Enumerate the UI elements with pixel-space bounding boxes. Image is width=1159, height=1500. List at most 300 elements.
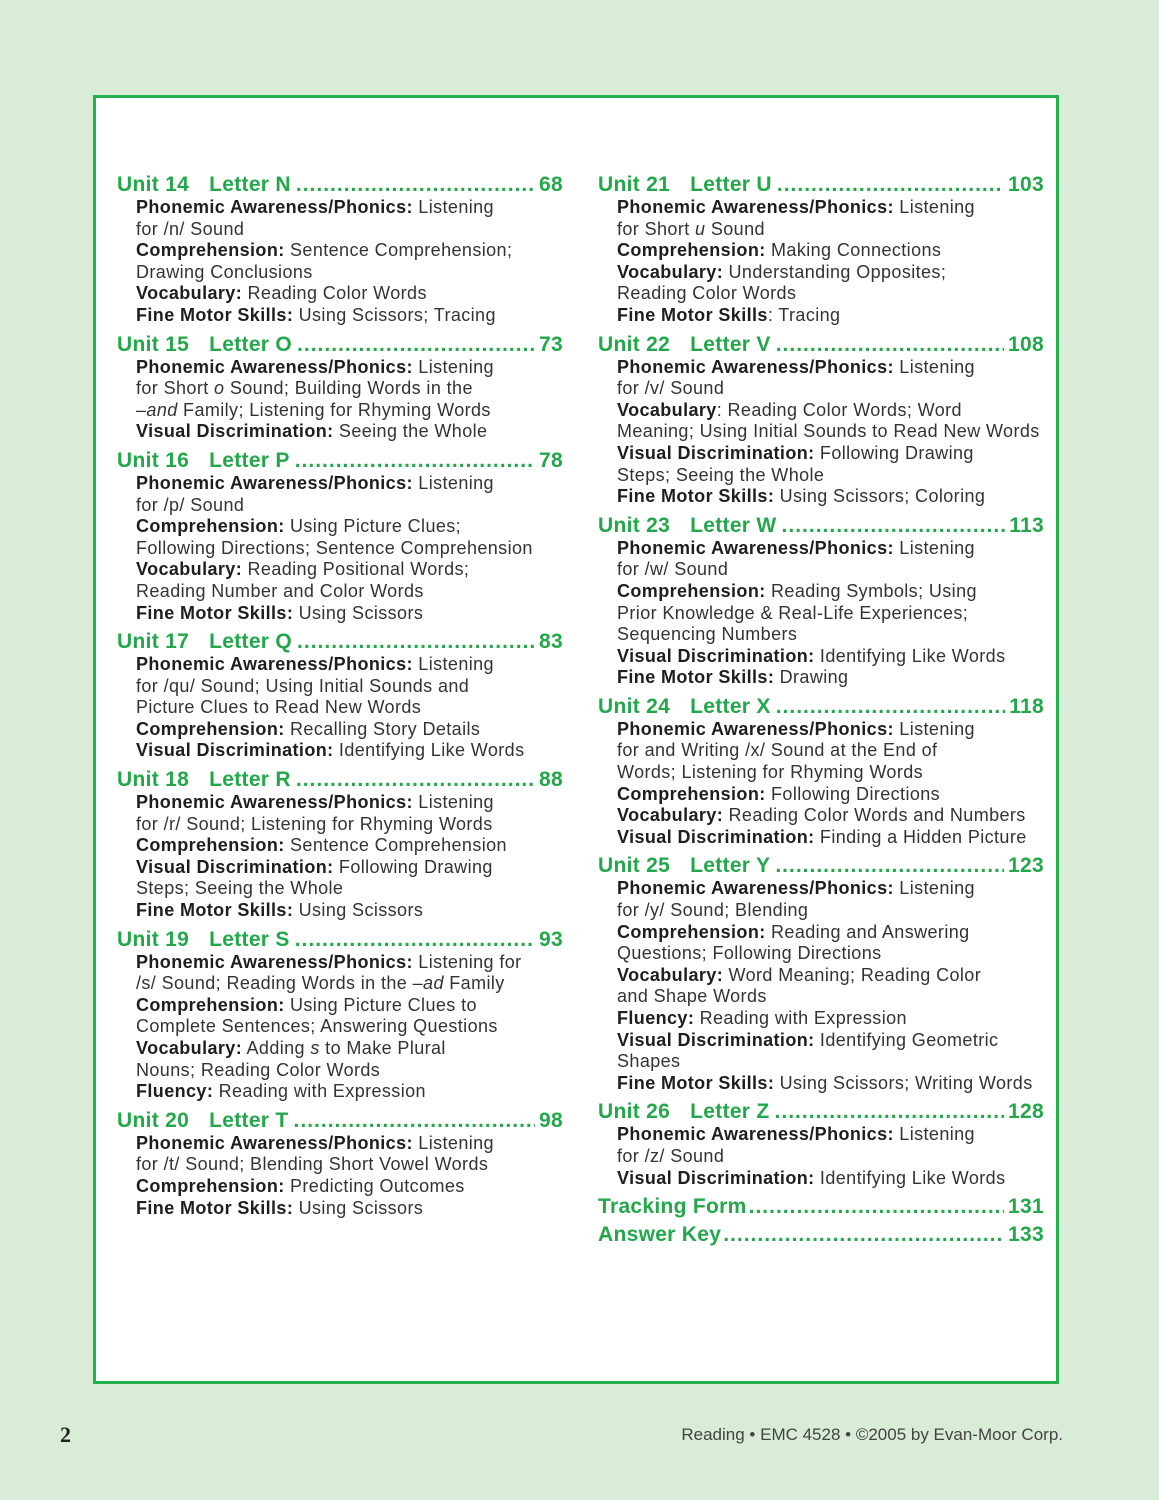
unit-number: Unit 23 — [598, 513, 671, 537]
unit-heading — [598, 695, 1044, 719]
skill-text: Recalling Story Details — [284, 718, 481, 739]
skill-category: Fine Motor Skills: — [136, 1197, 294, 1218]
skill-text: Sound; Building Words in the — [224, 378, 473, 399]
extra-title: Tracking Form — [598, 1195, 747, 1219]
skill-category: Phonemic Awareness/Phonics: — [136, 197, 413, 217]
skill-text: Identifying Geometric — [814, 1029, 999, 1050]
skill-line — [136, 878, 563, 900]
skill-text: to Make Plural — [319, 1038, 446, 1058]
skill-line — [136, 814, 563, 836]
skill-line — [136, 676, 563, 698]
skill-line — [136, 197, 563, 219]
unit-page-number: 98 — [539, 1108, 563, 1132]
skill-category: Vocabulary: — [136, 559, 243, 580]
skill-line — [617, 538, 1044, 560]
skill-text: for /t/ Sound; Blending Short Vowel Words — [136, 1154, 489, 1175]
skill-text: Sentence Comprehension — [284, 835, 507, 856]
skill-text: Drawing — [774, 667, 849, 688]
skill-text: Identifying Like Words — [814, 1167, 1006, 1188]
skill-text: Steps; Seeing the Whole — [136, 878, 344, 899]
skill-line — [136, 995, 563, 1017]
skill-text: Steps; Seeing the Whole — [617, 464, 825, 485]
extra-title: Answer Key — [598, 1223, 722, 1247]
skill-text: Using Scissors; Tracing — [293, 304, 496, 325]
dot-leader — [775, 854, 1004, 878]
toc-right-column — [598, 173, 1044, 1247]
skill-text: Family — [443, 973, 505, 994]
skill-line — [617, 559, 1044, 581]
skill-line — [617, 581, 1044, 603]
skill-category: Vocabulary: — [617, 964, 724, 985]
skill-text: Nouns; Reading Color Words — [136, 1059, 381, 1080]
skill-line — [617, 986, 1044, 1008]
unit-heading — [117, 630, 563, 654]
skill-text: Listening — [893, 718, 975, 739]
skill-text: Following Drawing — [814, 442, 974, 463]
skill-line — [617, 305, 1044, 327]
skill-category: Vocabulary: — [136, 283, 243, 304]
unit-heading — [598, 173, 1044, 197]
skill-text: Picture Clues to Read New Words — [136, 697, 422, 718]
skill-text: Following Drawing — [333, 856, 493, 877]
skill-line — [136, 792, 563, 814]
dot-leader — [294, 1109, 535, 1133]
skill-text: Understanding Opposites; — [723, 261, 947, 282]
dot-leader — [775, 1100, 1005, 1124]
skill-text: Identifying Like Words — [333, 740, 525, 761]
skill-text: Listening — [412, 472, 494, 493]
dot-leader — [776, 333, 1004, 357]
extra-page-number: 133 — [1008, 1223, 1044, 1247]
unit-letter: Letter Y — [690, 854, 771, 878]
skill-category: Fine Motor Skills: — [136, 304, 294, 325]
skill-category: Fine Motor Skills — [617, 304, 768, 325]
unit-number: Unit 26 — [598, 1100, 671, 1124]
unit-number: Unit 22 — [598, 332, 671, 356]
skill-category: Vocabulary: — [617, 805, 724, 826]
skill-text: for /w/ Sound — [617, 559, 729, 580]
skill-text: Listening — [412, 197, 494, 217]
skill-category: Comprehension: — [136, 240, 285, 261]
skill-line — [617, 421, 1044, 443]
skill-text: Word Meaning; Reading Color — [723, 964, 982, 985]
skill-category: Phonemic Awareness/Phonics: — [617, 356, 894, 377]
unit-heading — [117, 449, 563, 473]
page-number: 2 — [60, 1422, 71, 1447]
skill-category: Comprehension: — [136, 1175, 285, 1196]
skill-text: Following Directions — [765, 783, 941, 804]
skill-text: Reading Color Words — [242, 283, 427, 304]
unit-heading — [598, 514, 1044, 538]
skill-category: Phonemic Awareness/Phonics: — [136, 1132, 413, 1153]
skill-category: Fine Motor Skills: — [617, 486, 775, 507]
unit-number: Unit 20 — [117, 1108, 190, 1132]
skill-line — [136, 654, 563, 676]
skill-text: Using Scissors — [293, 900, 424, 921]
toc-unit — [598, 173, 1044, 327]
skill-line — [617, 486, 1044, 508]
skill-text: Using Picture Clues to — [284, 994, 477, 1015]
skill-line — [617, 1124, 1044, 1146]
skill-text: Listening — [893, 537, 975, 558]
skill-line — [136, 305, 563, 327]
unit-number: Unit 21 — [598, 173, 671, 196]
skill-text: for /qu/ Sound; Using Initial Sounds and — [136, 675, 470, 696]
skill-text: Reading with Expression — [694, 1008, 907, 1028]
skill-line — [617, 357, 1044, 379]
skill-category: Vocabulary — [617, 399, 717, 420]
skill-line — [136, 559, 563, 581]
toc-unit — [117, 768, 563, 922]
unit-page-number: 128 — [1008, 1100, 1044, 1124]
dot-leader — [297, 333, 535, 357]
skill-category: Phonemic Awareness/Phonics: — [136, 792, 413, 813]
dot-leader — [295, 449, 535, 473]
skill-category: Fluency: — [136, 1081, 214, 1102]
skill-category: Fine Motor Skills: — [136, 900, 294, 921]
unit-letter: Letter N — [209, 173, 291, 196]
skill-text: Reading with Expression — [213, 1081, 426, 1102]
skill-italic: –ad — [412, 973, 444, 994]
skill-line — [136, 581, 563, 603]
toc-unit — [598, 695, 1044, 849]
skill-line — [136, 357, 563, 379]
skill-category: Phonemic Awareness/Phonics: — [617, 537, 894, 558]
unit-heading — [117, 173, 563, 197]
skill-text: Listening — [412, 1132, 494, 1153]
skill-italic: o — [214, 378, 225, 399]
skill-text: Making Connections — [765, 240, 942, 261]
unit-page-number: 123 — [1008, 854, 1044, 878]
skill-text: for /v/ Sound — [617, 378, 725, 399]
unit-page-number: 68 — [539, 173, 563, 196]
skill-category: Comprehension: — [617, 921, 766, 942]
skill-text: Family; Listening for Rhyming Words — [177, 399, 491, 420]
skill-line — [136, 1154, 563, 1176]
skill-line — [617, 219, 1044, 241]
skill-line — [617, 1073, 1044, 1095]
toc-unit — [117, 333, 563, 443]
toc-unit — [117, 1109, 563, 1219]
unit-number: Unit 18 — [117, 768, 190, 792]
dot-leader — [782, 514, 1006, 538]
skill-text: Reading Color Words — [617, 283, 797, 304]
unit-heading — [117, 928, 563, 952]
skill-line — [617, 719, 1044, 741]
skill-text: Listening for — [412, 951, 522, 972]
skill-text: Seeing the Whole — [333, 421, 488, 442]
skill-category: Fine Motor Skills: — [617, 1072, 775, 1093]
skill-line — [617, 667, 1044, 689]
skill-line — [617, 1030, 1044, 1052]
skill-text: Reading Color Words and Numbers — [723, 805, 1026, 826]
skill-category: Comprehension: — [617, 240, 766, 261]
unit-letter: Letter U — [690, 173, 772, 196]
skill-line — [617, 900, 1044, 922]
unit-page-number: 78 — [539, 448, 563, 472]
skill-line — [617, 1008, 1044, 1030]
toc-unit — [117, 173, 563, 327]
extra-page-number: 131 — [1008, 1195, 1044, 1219]
unit-letter: Letter T — [209, 1108, 289, 1132]
skill-line — [617, 283, 1044, 305]
toc-unit — [598, 333, 1044, 508]
skill-text: Finding a Hidden Picture — [814, 826, 1027, 847]
toc-unit — [117, 630, 563, 762]
skill-line — [136, 1198, 563, 1220]
skill-line — [136, 495, 563, 517]
skill-line — [136, 1176, 563, 1198]
skill-text: Predicting Outcomes — [284, 1175, 465, 1196]
skill-text: for and Writing /x/ Sound at the End of — [617, 740, 938, 761]
unit-number: Unit 19 — [117, 927, 190, 951]
skill-line — [617, 603, 1044, 625]
unit-page-number: 83 — [539, 630, 563, 654]
skill-line — [136, 219, 563, 241]
skill-text: /s/ Sound; Reading Words in the — [136, 973, 413, 994]
skill-line — [617, 240, 1044, 262]
extra-heading — [598, 1195, 1044, 1219]
skill-line — [136, 1081, 563, 1103]
skill-text: Listening — [412, 356, 494, 377]
skill-text: for Short — [136, 378, 215, 399]
skill-category: Phonemic Awareness/Phonics: — [617, 718, 894, 739]
skill-category: Visual Discrimination: — [136, 421, 334, 442]
unit-number: Unit 24 — [598, 694, 671, 718]
skill-line — [617, 465, 1044, 487]
skill-text: Listening — [412, 654, 494, 675]
skill-line — [136, 740, 563, 762]
unit-letter: Letter Q — [209, 630, 293, 654]
unit-page-number: 108 — [1008, 332, 1044, 356]
skill-line — [136, 697, 563, 719]
skill-line — [617, 197, 1044, 219]
skill-italic: s — [310, 1038, 320, 1058]
skill-line — [136, 835, 563, 857]
dot-leader — [296, 173, 535, 197]
skill-line — [617, 740, 1044, 762]
skill-category: Visual Discrimination: — [617, 442, 815, 463]
skill-text: Listening — [893, 1124, 975, 1145]
skill-line — [136, 262, 563, 284]
skill-category: Visual Discrimination: — [617, 826, 815, 847]
skill-category: Phonemic Awareness/Phonics: — [617, 878, 894, 899]
skill-text: Words; Listening for Rhyming Words — [617, 762, 924, 783]
skill-line — [136, 240, 563, 262]
skill-category: Visual Discrimination: — [617, 645, 815, 666]
skill-category: Phonemic Awareness/Phonics: — [617, 197, 894, 217]
skill-line — [617, 943, 1044, 965]
skill-category: Phonemic Awareness/Phonics: — [136, 472, 413, 493]
unit-letter: Letter Z — [690, 1100, 770, 1124]
unit-heading — [598, 854, 1044, 878]
unit-letter: Letter S — [209, 927, 290, 951]
toc-unit — [598, 854, 1044, 1094]
skill-category: Vocabulary: — [617, 261, 724, 282]
skill-text: Listening — [893, 878, 975, 899]
dot-leader — [297, 630, 535, 654]
skill-text: Questions; Following Directions — [617, 943, 882, 964]
skill-line — [617, 1168, 1044, 1190]
skill-line — [617, 805, 1044, 827]
skill-text: Using Picture Clues; — [284, 516, 462, 537]
unit-page-number: 73 — [539, 332, 563, 356]
skill-text: Identifying Like Words — [814, 645, 1006, 666]
unit-letter: Letter P — [209, 448, 290, 472]
skill-text: : Tracing — [767, 304, 841, 325]
skill-category: Comprehension: — [136, 718, 285, 739]
skill-line — [617, 922, 1044, 944]
skill-line — [136, 400, 563, 422]
skill-text: Using Scissors; Coloring — [774, 486, 986, 507]
toc-unit — [598, 1100, 1044, 1189]
skill-line — [136, 473, 563, 495]
toc-frame — [93, 95, 1059, 1384]
skill-text: Complete Sentences; Answering Questions — [136, 1016, 498, 1037]
skill-text: Listening — [893, 356, 975, 377]
toc-left-column — [117, 173, 563, 1225]
skill-line — [617, 624, 1044, 646]
skill-category: Fine Motor Skills: — [136, 602, 294, 623]
unit-number: Unit 15 — [117, 332, 190, 356]
skill-text: for /z/ Sound — [617, 1145, 725, 1166]
skill-text: Using Scissors; Writing Words — [774, 1072, 1033, 1093]
skill-line — [617, 878, 1044, 900]
skill-text: Reading Number and Color Words — [136, 580, 424, 601]
unit-heading — [117, 333, 563, 357]
unit-number: Unit 16 — [117, 448, 190, 472]
unit-letter: Letter V — [690, 332, 771, 356]
skill-text: Sound — [705, 218, 765, 239]
skill-text: Reading Positional Words; — [242, 559, 470, 580]
unit-number: Unit 14 — [117, 173, 190, 196]
skill-category: Comprehension: — [136, 516, 285, 537]
skill-category: Fine Motor Skills: — [617, 667, 775, 688]
toc-extra-entry — [598, 1223, 1044, 1247]
unit-heading — [598, 1100, 1044, 1124]
dot-leader — [295, 928, 535, 952]
unit-number: Unit 25 — [598, 854, 671, 878]
skill-text: Sequencing Numbers — [617, 624, 798, 645]
unit-heading — [598, 333, 1044, 357]
skill-text: Reading and Answering — [765, 921, 970, 942]
unit-letter: Letter R — [209, 768, 291, 792]
unit-heading — [117, 1109, 563, 1133]
unit-letter: Letter X — [690, 694, 771, 718]
toc-unit — [117, 449, 563, 624]
skill-category: Fluency: — [617, 1008, 695, 1028]
skill-text: Using Scissors — [293, 1197, 424, 1218]
skill-text: Reading Symbols; Using — [765, 580, 977, 601]
skill-line — [136, 603, 563, 625]
skill-line — [136, 378, 563, 400]
dot-leader — [723, 1223, 1004, 1247]
unit-letter: Letter W — [690, 513, 777, 537]
skill-text: for /p/ Sound — [136, 494, 245, 515]
skill-line — [136, 283, 563, 305]
skill-text: Sentence Comprehension; — [284, 240, 513, 261]
unit-letter: Letter O — [209, 332, 293, 356]
skill-line — [617, 1146, 1044, 1168]
dot-leader — [296, 768, 535, 792]
toc-unit — [598, 514, 1044, 689]
unit-page-number: 103 — [1008, 173, 1044, 196]
skill-line — [136, 1133, 563, 1155]
skill-line — [617, 646, 1044, 668]
skill-text: for /r/ Sound; Listening for Rhyming Words — [136, 813, 493, 834]
skill-line — [617, 784, 1044, 806]
skill-italic: u — [695, 218, 706, 239]
skill-line — [136, 1038, 563, 1060]
skill-text: for /n/ Sound — [136, 218, 245, 239]
skill-line — [617, 400, 1044, 422]
extra-heading — [598, 1223, 1044, 1247]
dot-leader — [777, 173, 1004, 197]
skill-text: Shapes — [617, 1051, 681, 1072]
skill-category: Comprehension: — [617, 580, 766, 601]
skill-line — [617, 965, 1044, 987]
skill-line — [136, 421, 563, 443]
skill-text: for Short — [617, 218, 696, 239]
skill-text: Using Scissors — [293, 602, 424, 623]
skill-text: Following Directions; Sentence Comprehension — [136, 537, 533, 558]
skill-category: Comprehension: — [617, 783, 766, 804]
dot-leader — [749, 1195, 1004, 1219]
dot-leader — [776, 695, 1006, 719]
toc-unit — [117, 928, 563, 1103]
skill-line — [136, 952, 563, 974]
skill-category: Visual Discrimination: — [617, 1167, 815, 1188]
skill-category: Visual Discrimination: — [617, 1029, 815, 1050]
skill-text: Meaning; Using Initial Sounds to Read New Words — [617, 421, 1040, 442]
skill-text: Listening — [893, 197, 975, 217]
skill-category: Phonemic Awareness/Phonics: — [617, 1124, 894, 1145]
skill-category: Comprehension: — [136, 835, 285, 856]
skill-text: : Reading Color Words; Word — [716, 399, 962, 420]
skill-line — [617, 378, 1044, 400]
skill-category: Phonemic Awareness/Phonics: — [136, 654, 413, 675]
skill-text: and Shape Words — [617, 986, 767, 1007]
skill-line — [617, 443, 1044, 465]
skill-line — [136, 1016, 563, 1038]
skill-line — [136, 516, 563, 538]
unit-heading — [117, 768, 563, 792]
skill-text: Listening — [412, 792, 494, 813]
skill-category: Phonemic Awareness/Phonics: — [136, 356, 413, 377]
skill-line — [617, 762, 1044, 784]
skill-line — [617, 262, 1044, 284]
skill-category: Comprehension: — [136, 994, 285, 1015]
skill-category: Visual Discrimination: — [136, 856, 334, 877]
skill-line — [136, 973, 563, 995]
unit-number: Unit 17 — [117, 630, 190, 654]
skill-text: for /y/ Sound; Blending — [617, 900, 809, 921]
skill-category: Vocabulary: — [136, 1038, 243, 1058]
skill-line — [136, 538, 563, 560]
unit-page-number: 118 — [1009, 694, 1044, 718]
skill-line — [136, 857, 563, 879]
skill-italic: –and — [136, 399, 178, 420]
skill-category: Phonemic Awareness/Phonics: — [136, 951, 413, 972]
footer-credit: Reading • EMC 4528 • ©2005 by Evan-Moor Corp. — [681, 1425, 1063, 1444]
unit-page-number: 88 — [539, 768, 563, 792]
skill-text: Prior Knowledge & Real-Life Experiences; — [617, 602, 969, 623]
skill-line — [136, 719, 563, 741]
unit-page-number: 93 — [539, 927, 563, 951]
toc-extra-entry — [598, 1195, 1044, 1219]
skill-line — [617, 827, 1044, 849]
skill-text: Adding — [242, 1038, 311, 1058]
